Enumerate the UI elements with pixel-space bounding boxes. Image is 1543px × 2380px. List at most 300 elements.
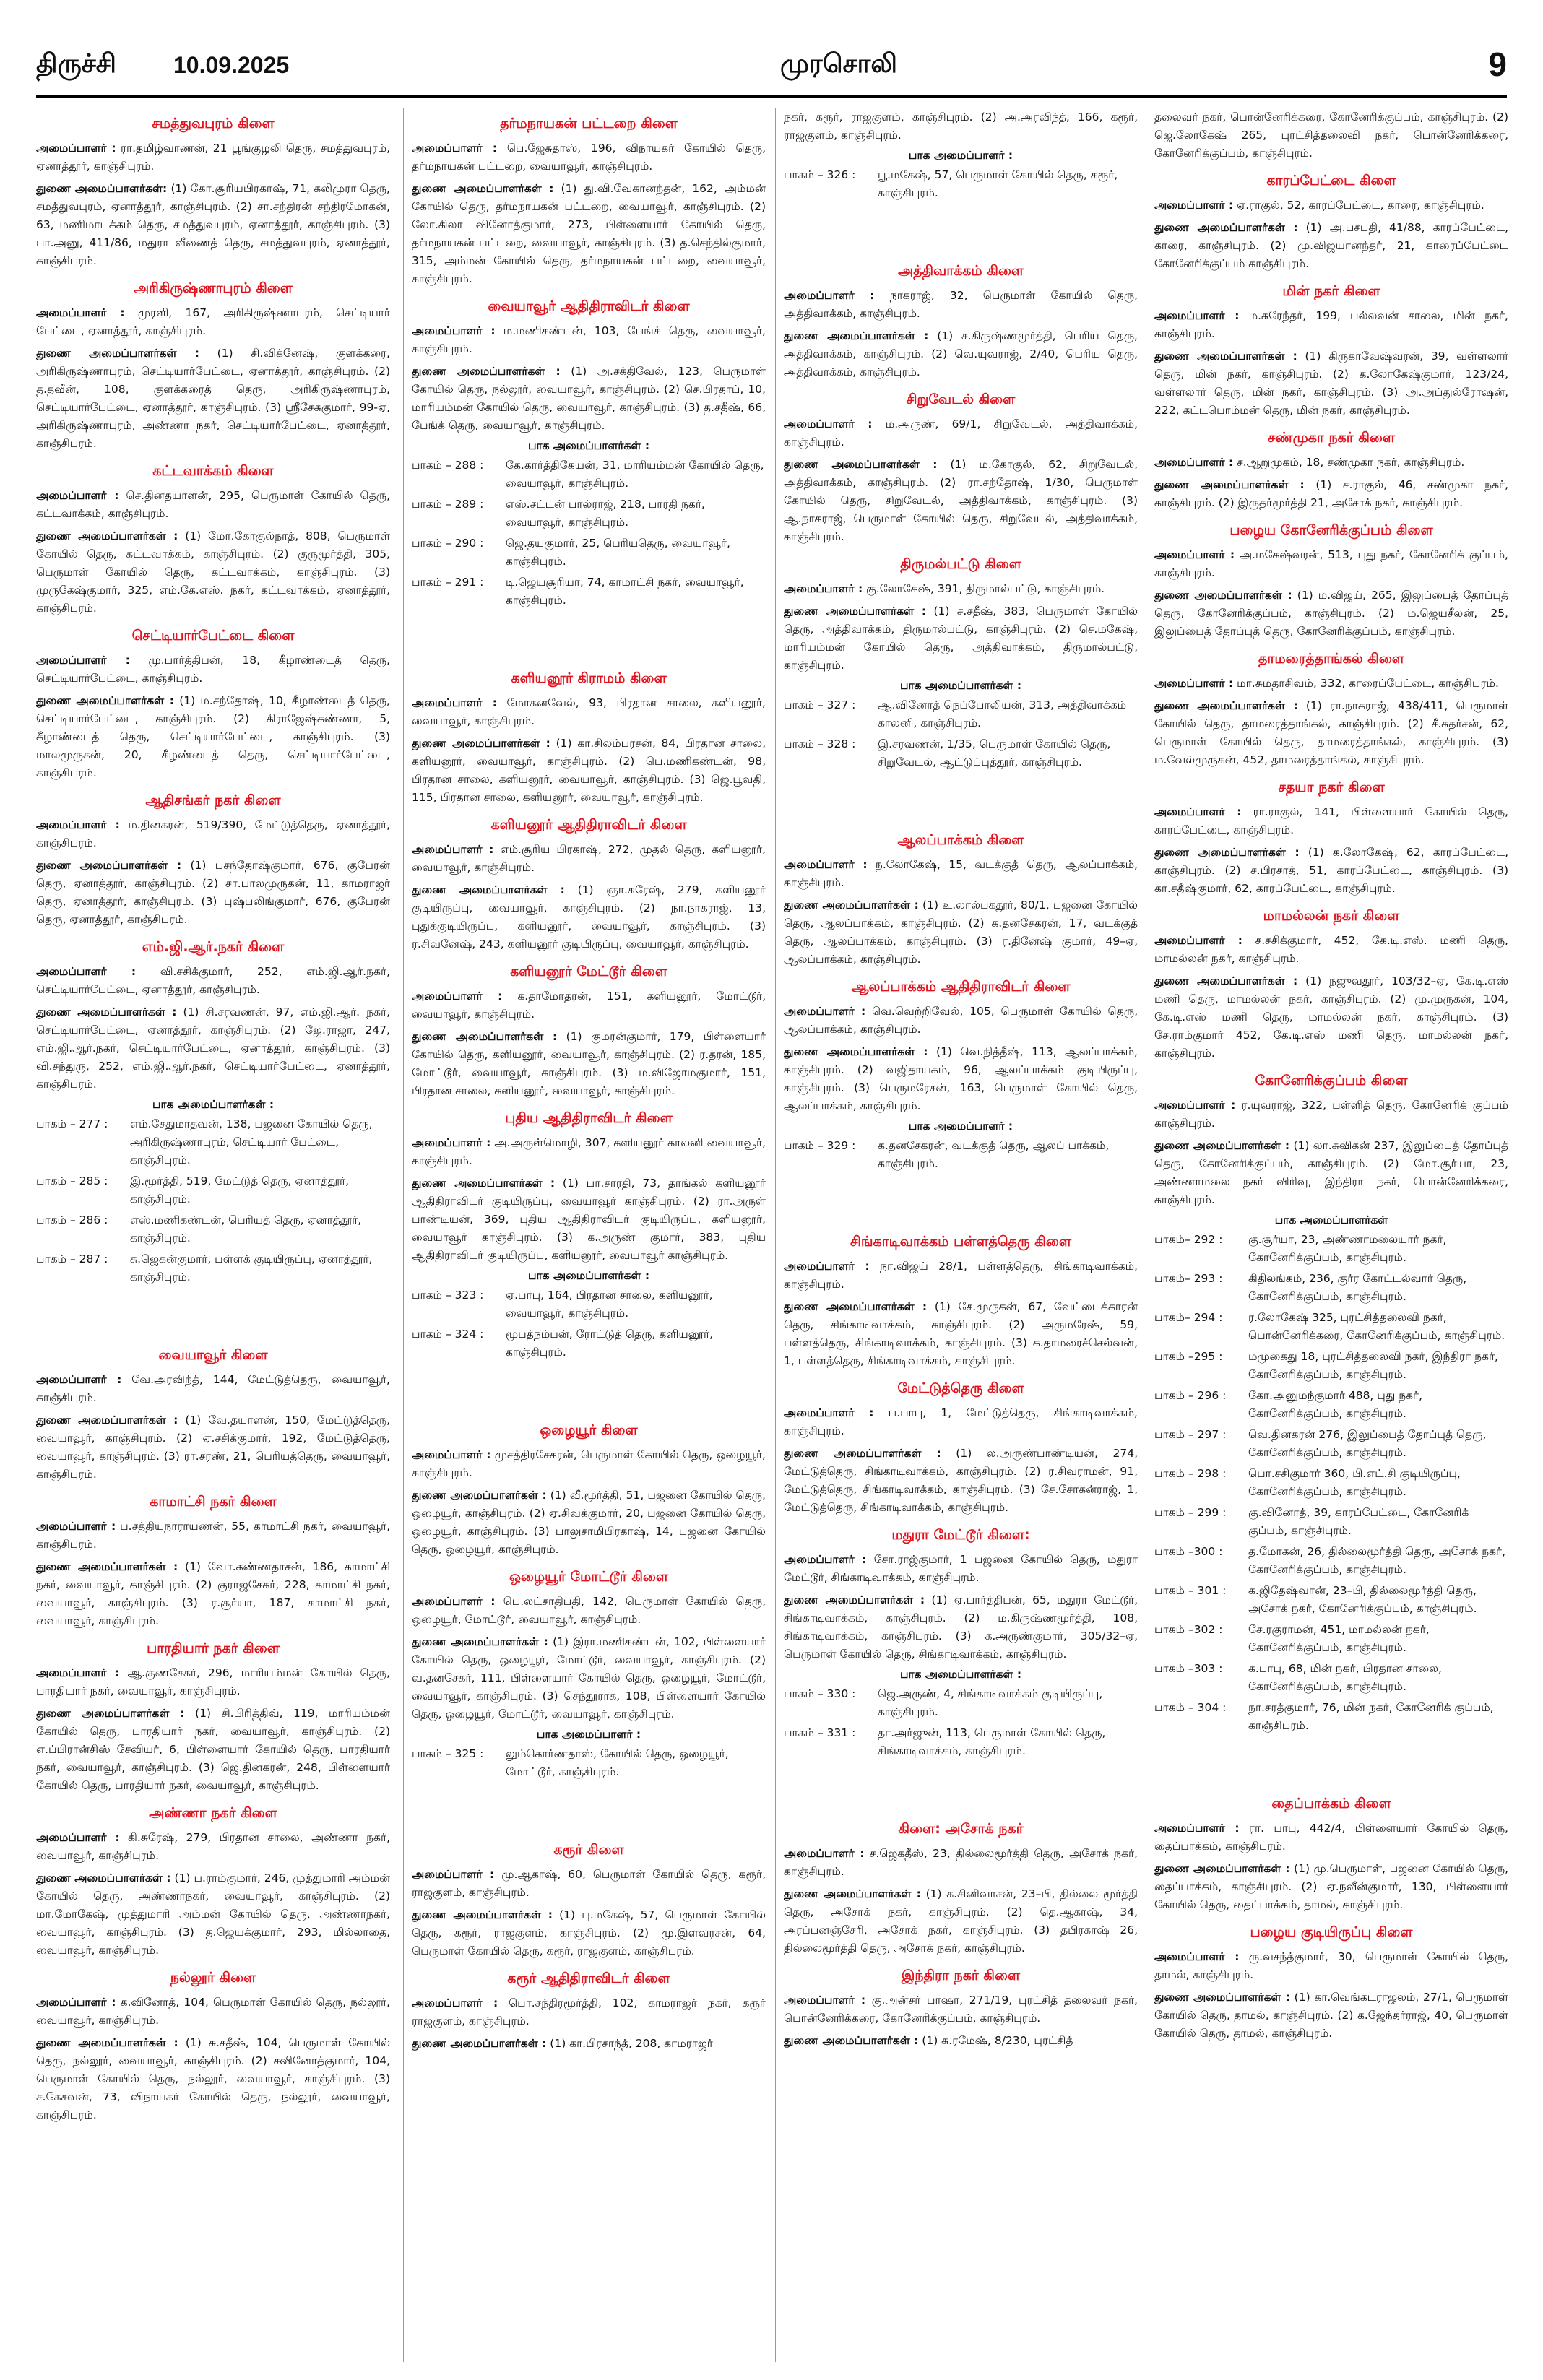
booth-number: பாகம் – 328 : [784, 737, 856, 750]
booth-number: பாகம் – 301 : [1154, 1584, 1227, 1597]
office-bearer-details: (1) ப.ராம்குமார், 246, முத்துமாரி அம்மன் கோயில் தெரு, அண்ணாநகர், வையாவூர், காஞ்சிபுரம். (2) மா.மோகேஷ், முத்துமாரி அம்மன் கோயில் தெரு, அண்ணாநகர், வையாவூர், காஞ்சிபுரம். (3) த.ஜெயக்குமார், 293, மில்லாதை, வையாவூர், காஞ்சிபுரம். [36, 1871, 390, 1957]
office-bearer-entry [412, 1446, 766, 1482]
office-bearer-details: ம.மணிகண்டன், 103, பேங்க் தெரு, வையாவூர், காஞ்சிபுரம். [412, 324, 766, 355]
branch-title: ஒழையூர் மோட்டூர் கிளை [509, 1569, 669, 1585]
booth-number: பாகம் – 325 : [412, 1747, 484, 1760]
booth-agent-entry [1154, 1426, 1508, 1462]
office-bearer-entry [1154, 1989, 1508, 2043]
role-label: துணை அமைப்பாளர்கள் : [784, 458, 938, 471]
branch-section [412, 1569, 766, 1781]
booth-agent-details: வெ.தினகரன் 276, இலுப்பைத் தோப்புத் தெரு, கோனேரிக்குப்பம், காஞ்சிபுரம். [1248, 1428, 1487, 1459]
role-label: துணை அமைப்பாளர்கள் : [412, 1030, 558, 1043]
booth-agent-details: சு.ஜெகன்குமார், பள்ளக் குடியிருப்பு, ஏனாத்தூர், காஞ்சிபுரம். [130, 1252, 373, 1284]
branch-section [1154, 283, 1508, 420]
booth-agent-entry [1154, 1582, 1508, 1618]
branch-title: காமாட்சி நகர் கிளை [150, 1494, 277, 1510]
office-bearer-details: (1) நஜுவதூர், 103/32–ஏ, கே.டி.எஸ் மணி தெரு, மாமல்லன் நகர், காஞ்சிபுரம். (2) மு.முருகன், 104, கே.டி.எஸ் மணி தெரு, மாமல்லன் நகர், காஞ்சிபுரம். (3) சே.ராம்குமார் 452, கே.டி.எஸ் மணி தெரு, மாமல்லன் நகர், காஞ்சிபுரம். [1154, 974, 1508, 1060]
office-bearer-details: ச.ஆறுமுகம், 18, சண்முகா நகர், காஞ்சிபுரம். [1237, 456, 1465, 469]
branch-title: பாரதியார் நகர் கிளை [147, 1640, 280, 1656]
role-label: அமைப்பாளர் : [412, 696, 497, 709]
branch-section [412, 1110, 766, 1362]
booth-number: பாகம் – 296 : [1154, 1389, 1227, 1402]
role-label: அமைப்பாளர் : [784, 1553, 867, 1566]
office-bearer-details: (1) சி.சரவணன், 97, எம்.ஜி.ஆர். நகர், செட்டியார்பேட்டை, ஏனாத்தூர், காஞ்சிபுரம். (2) ஜே.ராஜா, 247, எம்.ஜி.ஆர்.நகர், செட்டியார்பேட்டை, ஏனாத்தூர், காஞ்சிபுரம். (3) வி.சந்துரு, 252, எம்.ஜி.ஆர்.நகர், செட்டியார்பேட்டை, ஏனாத்தூர், காஞ்சிபுரம். [36, 1005, 390, 1091]
office-bearer-entry [36, 304, 390, 340]
role-label: அமைப்பாளர் : [412, 1996, 498, 2009]
masthead-rule [36, 95, 1507, 98]
office-bearer-details: மு.பார்த்திபன், 18, கீழாண்டைத் தெரு, செட்டியார்பேட்டை, காஞ்சிபுரம். [36, 654, 390, 685]
role-label: துணை அமைப்பாளர்கள் : [412, 737, 550, 750]
office-bearer-details: நா.விஜய் 28/1, பள்ளத்தெரு, சிங்காடிவாக்கம், காஞ்சிபுரம். [784, 1260, 1138, 1291]
role-label: துணை அமைப்பாளர்கள் : [36, 1005, 177, 1018]
branch-section [36, 1640, 390, 1795]
booth-agent-details: க.பாபு, 68, மின் நகர், பிரதான சாலை, கோனேரிக்குப்பம், காஞ்சிபுரம். [1248, 1662, 1442, 1693]
office-bearer-details: க.வினோத், 104, பெருமாள் கோயில் தெரு, நல்லூர், வையாவூர், காஞ்சிபுரம். [36, 1996, 390, 2027]
booth-agent-details: எம்.சேதுமாதவன், 138, பஜனை கோயில் தெரு, அரிகிருஷ்ணாபுரம், செட்டியார் பேட்டை, காஞ்சிபுரம். [130, 1117, 373, 1167]
booth-agent-details: பூ.மகேஷ், 57, பெருமாள் கோயில் தெரு, கரூர், காஞ்சிபுரம். [878, 168, 1118, 199]
role-label: அமைப்பாளர் : [412, 142, 498, 155]
branch-section [412, 298, 766, 610]
booth-agent-details: ஏ.பாபு, 164, பிரதான சாலை, களியனூர், வையாவூர், காஞ்சிபுரம். [506, 1289, 713, 1320]
booth-agent-entry [36, 1115, 390, 1169]
office-bearer-entry [1154, 476, 1508, 512]
role-label: துணை அமைப்பாளர்கள் : [1154, 1991, 1290, 2004]
role-label: துணை அமைப்பாளர்கள் : [412, 1635, 548, 1648]
role-label: அமைப்பாளர் : [784, 417, 873, 430]
office-bearer-details: வே.அரவிந்த், 144, மேட்டுத்தெரு, வையாவூர், காஞ்சிபுரம். [36, 1373, 390, 1404]
branch-title: மதுரா மேட்டூர் கிளை: [891, 1527, 1030, 1543]
booth-number: பாகம் –300 : [1154, 1545, 1223, 1558]
office-bearer-details: (1) கா.சிலம்பரசன், 84, பிரதான சாலை, களியனூர், வையாவூர், காஞ்சிபுரம். (2) பெ.மணிகண்டன், 98, பிரதான சாலை, களியனூர், வையாவூர், காஞ்சிபுரம். (3) ஜெ.பூவதி, 115, பிரதான சாலை, களியனூர், வையாவூர், காஞ்சிபுரம். [412, 737, 766, 804]
office-bearer-details: நாகராஜ், 32, பெருமாள் கோயில் தெரு, அத்திவாக்கம், காஞ்சிபுரம். [784, 289, 1138, 320]
role-label: துணை அமைப்பாளர்கள் : [784, 1887, 921, 1900]
office-bearer-entry [412, 139, 766, 176]
role-label: துணை அமைப்பாளர்கள் : [1154, 221, 1298, 234]
office-bearer-entry [36, 963, 390, 999]
office-bearer-entry [412, 881, 766, 953]
office-bearer-entry [36, 2034, 390, 2124]
office-bearer-details: (1) பா.சாரதி, 73, தாங்கல் களியனூர் ஆதிதிராவிடர் குடியிருப்பு, வையாவூர் காஞ்சிபுரம். (2) ரா.அருள் பாண்டியன், 369, புதிய ஆதிதிராவிடர் குடியிருப்பு, களியனூர், வையாவூர் காஞ்சிபுரம். (3) க.அருண் குமார், 383, புதிய ஆதிதிராவிடர் குடியிருப்பு, களியனூர், வையாவூர் காஞ்சிபுரம். [412, 1177, 766, 1262]
office-bearer-details: (1) ம.கோகுல், 62, சிறுவேடல், அத்திவாக்கம், காஞ்சிபுரம். (2) ரா.சந்தோஷ், 1/30, பெருமாள் கோயில் தெரு, சிறுவேடல், அத்திவாக்கம், காஞ்சிபுரம். (3) ஆ.நாகராஜ், பெருமாள் கோயில் தெரு, சிறுவேடல், அத்திவாக்கம், காஞ்சிபுரம். [784, 458, 1138, 543]
booth-number: பாகம் – 299 : [1154, 1506, 1227, 1519]
office-bearer-entry [784, 580, 1138, 598]
branch-title: களியனூர் கிராமம் கிளை [511, 670, 667, 686]
branch-section [412, 670, 766, 807]
office-bearer-details: (1) சி.விக்னேஷ், குளக்கரை, அரிகிருஷ்ணாபுரம், செட்டியார்பேட்டை, ஏனாத்தூர், காஞ்சிபுரம். (2) த.தவீன், 108, குளக்கரைத் தெரு, அரிகிருஷ்ணாபுரம், செட்டியார்பேட்டை, ஏனாத்தூர், காஞ்சிபுரம். (3) ஸ்ரீசேசுகுமார், 99-ஏ, அரிகிருஷ்ணாபுரம், அண்ணா நகர், செட்டியார்பேட்டை, ஏனாத்தூர், காஞ்சிபுரம். [36, 347, 390, 450]
booth-number: பாகம்– 293 : [1154, 1272, 1223, 1285]
column-4 [1154, 108, 1508, 2362]
office-bearer-details: வெ.வெற்றிவேல், 105, பெருமாள் கோயில் தெரு, ஆலப்பாக்கம், காஞ்சிபுரம். [784, 1005, 1138, 1036]
booth-number: பாகம் – 289 : [412, 498, 484, 511]
role-label: அமைப்பாளர் : [784, 1005, 866, 1018]
role-label: துணை அமைப்பாளர்கள் : [784, 1045, 928, 1058]
branch-section [784, 1380, 1138, 1517]
booth-number: பாகம் –303 : [1154, 1662, 1223, 1675]
office-bearer-entry [1154, 803, 1508, 839]
office-bearer-entry [784, 1845, 1138, 1881]
office-bearer-entry [784, 1591, 1138, 1663]
office-bearer-details: (1) ரா.நாகராஜ், 438/411, பெருமாள் கோயில் தெரு, தாமரைத்தாங்கல், காஞ்சிபுரம். (2) சீ.சுதர்சன், 62, பெருமாள் கோயில் தெரு, தாமரைத்தாங்கல், காஞ்சிபுரம். (3) ம.வேல்முருகன், 452, தாமரைத்தாங்கல், காஞ்சிபுரம். [1154, 699, 1508, 766]
booth-number: பாகம் – 288 : [412, 459, 484, 472]
branch-title: கோனேரிக்குப்பம் கிளை [1255, 1073, 1408, 1089]
branch-title: கட்டவாக்கம் கிளை [152, 463, 274, 479]
role-label: அமைப்பாளர் : [36, 654, 130, 667]
office-bearer-entry [1154, 1860, 1508, 1914]
office-bearer-details: ந.லோகேஷ், 15, வடக்குத் தெரு, ஆலப்பாக்கம், காஞ்சிபுரம். [784, 858, 1138, 889]
office-bearer-entry [36, 692, 390, 782]
office-bearer-entry [784, 1003, 1138, 1039]
office-bearer-details: முசத்திரசேகரன், பெருமாள் கோயில் தெரு, ஒழையூர், காஞ்சிபுரம். [412, 1448, 766, 1479]
office-bearer-details: எம்.சூரிய பிரகாஷ், 272, முதல் தெரு, களியனூர், வையாவூர், காஞ்சிபுரம். [412, 843, 766, 874]
office-bearer-entry [36, 1829, 390, 1865]
office-bearer-details: (1) சு.ரமேஷ், 8/230, புரட்சித் [922, 2034, 1073, 2047]
newspaper-name: முரசொலி [780, 49, 897, 79]
section-spacer [36, 1297, 390, 1340]
booth-number: பாகம் –302 : [1154, 1623, 1223, 1636]
office-bearer-entry [784, 108, 1138, 144]
role-label: துணை அமைப்பாளர்கள் : [1154, 1139, 1290, 1152]
office-bearer-details: (1) க.லோகேஷ், 62, காரப்பேட்டை, காஞ்சிபுரம். (2) ச.பிரசாத், 51, காரப்பேட்டை, காஞ்சிபுரம். (3) கா.சதீஷ்குமார், 62, காரப்பேட்டை, காஞ்சிபுரம். [1154, 846, 1508, 895]
branch-title: சிங்காடிவாக்கம் பள்ளத்தெரு கிளை [850, 1234, 1071, 1250]
booth-agent-entry [784, 1724, 1138, 1760]
branch-title: சண்முகா நகர் கிளை [1267, 430, 1396, 446]
office-bearer-entry [1154, 1819, 1508, 1856]
branch-title: பழைய கோனேரிக்குப்பம் கிளை [1229, 522, 1433, 538]
office-bearer-details: (1) சு.சதீஷ், 104, பெருமாள் கோயில் தெரு, நல்லூர், வையாவூர், காஞ்சிபுரம். (2) சவினோத்குமார், 104, பெருமாள் கோயில் தெரு, நல்லூர், வையாவூர், காஞ்சிபுரம். (3) ச.கேசவன், 73, விநாயகர் கோயில் தெரு, நல்லூர், வையாவூர், காஞ்சிபுரம். [36, 2036, 390, 2121]
office-bearer-entry [784, 1043, 1138, 1115]
booth-agent-details: கு.சூர்யா, 23, அண்ணாமலையார் நகர், கோனேரிக்குப்பம், காஞ்சிபுரம். [1248, 1233, 1447, 1264]
role-label: அமைப்பாளர் : [36, 1996, 116, 2009]
office-bearer-entry [36, 139, 390, 176]
branch-title: வையாவூர் ஆதிதிராவிடர் கிளை [488, 298, 690, 314]
office-bearer-entry [36, 1518, 390, 1554]
office-bearer-entry [36, 1371, 390, 1407]
office-bearer-details: (1) அ.சக்திவேல், 123, பெருமாள் கோயில் தெரு, நல்லூர், வையாவூர், காஞ்சிபுரம். (2) செ.பிரதாப், 10, மாரியம்மன் கோயில் தெரு, வையாவூர், காஞ்சிபுரம். (3) த.சதீஷ், 66, பேங்க் தெரு, வையாவூர், காஞ்சிபுரம். [412, 365, 766, 432]
booth-number: பாகம் – 287 : [36, 1252, 108, 1265]
booth-agent-entry [1154, 1465, 1508, 1501]
office-bearer-entry [36, 1869, 390, 1960]
branch-section [412, 1970, 766, 2053]
office-bearer-entry [412, 180, 766, 288]
booth-agent-entry [1154, 1699, 1508, 1735]
branch-section [784, 108, 1138, 202]
branch-section [1154, 522, 1508, 641]
office-bearer-details: (1) மு.பெருமாள், பஜனை கோயில் தெரு, தைப்பாக்கம், காஞ்சிபுரம். (2) ஏ.நவீன்குமார், 130, பிள்ளையார் கோயில் தெரு, தைப்பாக்கம், தாமல், காஞ்சிபுரம். [1154, 1862, 1508, 1911]
office-bearer-details: (1) ச.கிருஷ்ணமூர்த்தி, பெரிய தெரு, அத்திவாக்கம், காஞ்சிபுரம். (2) வெ.யுவராஜ், 2/40, பெரிய தெரு, அத்திவாக்கம், காஞ்சிபுரம். [784, 329, 1138, 378]
office-bearer-entry [36, 527, 390, 618]
role-label: அமைப்பாளர் : [1154, 199, 1234, 212]
office-bearer-entry [784, 1445, 1138, 1517]
office-bearer-entry [412, 1487, 766, 1559]
office-bearer-entry [784, 1404, 1138, 1440]
role-label: அமைப்பாளர் : [1154, 1822, 1240, 1835]
role-label: அமைப்பாளர் : [1154, 1099, 1236, 1112]
role-label: துணை அமைப்பாளர்கள் : [1154, 974, 1298, 987]
role-label: துணை அமைப்பாளர்கள் : [412, 1908, 553, 1921]
office-bearer-details: (1) பு.மகேஷ், 57, பெருமாள் கோயில் தெரு, கரூர், ராஜகுளம், காஞ்சிபுரம். (2) மு.இளவரசன், 64, பெருமாள் கோயில் தெரு, கரூர், ராஜகுளம், காஞ்சிபுரம். [412, 1908, 766, 1957]
role-label: துணை அமைப்பாளர்கள் : [36, 859, 182, 872]
office-bearer-entry [1154, 108, 1508, 163]
booth-agent-entry [412, 574, 766, 610]
office-bearer-details: செ.தினதயாளன், 295, பெருமாள் கோயில் தெரு, கட்டவாக்கம், காஞ்சிபுரம். [36, 489, 390, 520]
office-bearer-entry [412, 322, 766, 358]
branch-section [36, 463, 390, 618]
role-label: துணை அமைப்பாளர்கள் : [412, 2037, 547, 2050]
role-label: அமைப்பாளர் : [784, 582, 863, 595]
office-bearer-details: சோ.ராஜ்குமார், 1 பஜனை கோயில் தெரு, மதுரா மேட்டூர், சிங்காடிவாக்கம், காஞ்சிபுரம். [784, 1553, 1138, 1584]
office-bearer-details: (1) வோ.கண்ணதாசன், 186, காமாட்சி நகர், வையாவூர், காஞ்சிபுரம். (2) குராஜசேகர், 228, காமாட்சி நகர், வையாவூர், காஞ்சிபுரம். (3) ர.சூர்யா, 187, காமாட்சி நகர், வையாவூர், காஞ்சிபுரம். [36, 1560, 390, 1627]
office-bearer-details: (1) ச.சதீஷ், 383, பெருமாள் கோயில் தெரு, அத்திவாக்கம், திருமால்பட்டு, காஞ்சிபுரம். (2) செ.மகேஷ், மாரியம்மன் கோயில் தெரு, அத்திவாக்கம், திருமால்பட்டு, காஞ்சிபுரம். [784, 605, 1138, 672]
branch-section [412, 1842, 766, 1960]
office-bearer-details: ரு.வசந்த்குமார், 30, பெருமாள் கோயில் தெரு, தாமல், காஞ்சிபுரம். [1154, 1950, 1508, 1981]
branch-title: ஆலப்பாக்கம் ஆதிதிராவிடர் கிளை [851, 979, 1071, 995]
office-bearer-entry [36, 1558, 390, 1630]
booth-agent-details: மமுகைது 18, புரட்சித்தலைவி நகர், இந்திரா நகர், கோனேரிக்குப்பம், காஞ்சிபுரம். [1248, 1350, 1498, 1381]
office-bearer-entry [784, 287, 1138, 323]
role-label: துணை அமைப்பாளர்கள் : [36, 1871, 171, 1884]
office-bearer-entry [36, 345, 390, 453]
role-label: அமைப்பாளர் : [36, 142, 116, 155]
column-1 [36, 108, 390, 2362]
role-label: துணை அமைப்பாளர்கள் : [36, 1560, 178, 1573]
booth-number: பாகம் – 298 : [1154, 1467, 1227, 1480]
role-label: துணை அமைப்பாளர்கள் : [36, 1414, 178, 1427]
office-bearer-entry [412, 1866, 766, 1902]
booth-agent-details: த.மோகன், 26, தில்லைமூர்த்தி தெரு, அசோக் நகர், கோனேரிக்குப்பம், காஞ்சிபுரம். [1248, 1545, 1506, 1576]
office-bearer-details: (1) கா.வெங்கடராஜலம், 27/1, பெருமாள் கோயில் தெரு, தாமல், காஞ்சிபுரம். (2) க.ஜேந்தர்ராஜ், 40, பெருமாள் கோயில் தெரு, தாமல், காஞ்சிபுரம். [1154, 1991, 1508, 2040]
office-bearer-details: (1) குமரன்குமார், 179, பிள்ளையார் கோயில் தெரு, களியனூர், வையாவூர், காஞ்சிபுரம். (2) ர.தரன், 185, மோட்டூர், வையாவூர், காஞ்சிபுரம். (3) ம.விஜோமகுமார், 151, பிரதான சாலை, களியனூர், வையாவூர், காஞ்சிபுரம். [412, 1030, 766, 1097]
office-bearer-entry [1154, 972, 1508, 1063]
booth-number: பாகம் –295 : [1154, 1350, 1223, 1363]
branch-section [1154, 908, 1508, 1063]
office-bearer-details: (1) லா.சுவிகன் 237, இலுப்பைத் தோப்புத் தெரு, கோனேரிக்குப்பம், காஞ்சிபுரம். (2) மோ.சூர்யா, 23, அண்ணாமலை நகர் விரிவு, இந்திரா நகர், பொன்னேரிக்கரை, காஞ்சிபுரம். [1154, 1139, 1508, 1206]
branch-section [412, 817, 766, 953]
booth-agent-details: நா.சரத்குமார், 76, மின் நகர், கோனேரிக் குப்பம், காஞ்சிபுரம். [1248, 1701, 1494, 1732]
branch-section [784, 1527, 1138, 1760]
branch-title: அத்திவாக்கம் கிளை [897, 263, 1024, 279]
role-label: துணை அமைப்பாளர்கள் : [784, 329, 929, 342]
office-bearer-entry [1154, 219, 1508, 273]
role-label: அமைப்பாளர் : [1154, 309, 1240, 322]
office-bearer-details: பெ.லட்சாதிபதி, 142, பெருமாள் கோயில் தெரு, ஒழையூர், மோட்டூர், வையாவூர், காஞ்சிபுரம். [412, 1595, 766, 1626]
role-label: அமைப்பாளர் : [1154, 934, 1242, 947]
office-bearer-details: ம.அருண், 69/1, சிறுவேடல், அத்திவாக்கம், காஞ்சிபுரம். [784, 417, 1138, 449]
role-label: துணை அமைப்பாளர்கள் : [1154, 846, 1300, 859]
branch-title: தைப்பாக்கம் கிளை [1271, 1796, 1391, 1812]
branch-section [36, 1494, 390, 1630]
branch-title: கரூர் ஆதிதிராவிடர் கிளை [507, 1970, 670, 1986]
booth-agent-entry [36, 1250, 390, 1286]
booth-agent-entry [1154, 1348, 1508, 1384]
office-bearer-entry [412, 1994, 766, 2030]
office-bearer-entry [784, 1298, 1138, 1370]
office-bearer-entry [1154, 196, 1508, 215]
office-bearer-details: (1) உ.லால்பகதூர், 80/1, பஜனை கோயில் தெரு, ஆலப்பாக்கம், காஞ்சிபுரம். (2) க.தனசேகரன், 17, வடக்குத் தெரு, ஆலப்பாக்கம், காஞ்சிபுரம். (3) ர.தினேஷ் குமார், 49–ஏ, ஆலப்பாக்கம், காஞ்சிபுரம். [784, 899, 1138, 966]
booth-agent-details: இ.சரவணன், 1/35, பெருமாள் கோயில் தெரு, சிறுவேடல், ஆட்டுப்புத்தூர், காஞ்சிபுரம். [878, 737, 1111, 769]
office-bearer-details: ம.தினகரன், 519/390, மேட்டுத்தெரு, ஏனாத்தூர், காஞ்சிபுரம். [36, 818, 390, 849]
booth-number: பாகம் – 291 : [412, 576, 484, 589]
branch-section [784, 556, 1138, 771]
role-label: துணை அமைப்பாளர்கள் : [36, 347, 199, 360]
masthead [36, 46, 1507, 92]
office-bearer-details: க.தாமோதரன், 151, களியனூர், மோட்டூர், வையாவூர், காஞ்சிபுரம். [412, 990, 766, 1021]
office-bearer-details: (1) ம.சந்தோஷ், 10, கீழாண்டைத் தெரு, செட்டியார்பேட்டை, காஞ்சிபுரம். (2) கிராஜேஷ்கண்ணா, 5, கீழாண்டைத் தெரு, செட்டியார்பேட்டை, காஞ்சிபுரம். (3) மாலமுருகன், 20, கீழண்டைத் தெரு, செட்டியார்பேட்டை, காஞ்சிபுரம். [36, 694, 390, 779]
booth-agent-details: எஸ்.மணிகண்டன், பெரியத் தெரு, ஏனாத்தூர், காஞ்சிபுரம். [130, 1213, 362, 1245]
branch-section [784, 1968, 1138, 2050]
office-bearer-entry [1154, 1948, 1508, 1984]
branch-section [1154, 430, 1508, 512]
branch-section [36, 116, 390, 270]
booth-agent-entry [1154, 1270, 1508, 1306]
booth-agent-entry [412, 1286, 766, 1323]
office-bearer-entry [784, 2032, 1138, 2050]
office-bearer-entry [36, 816, 390, 852]
section-spacer [412, 1791, 766, 1835]
branch-section [784, 1234, 1138, 1370]
office-bearer-details: (1) வெ.நித்தீஷ், 113, ஆலப்பாக்கம், காஞ்சிபுரம். (2) வஜிதாயகம், 96, ஆலப்பாக்கம் குடியிருப்பு, காஞ்சிபுரம். (3) பெருமரேசன், 163, பெருமாள் கோயில் தெரு, ஆலப்பாக்கம், காஞ்சிபுரம். [784, 1045, 1138, 1112]
booth-agent-details: கு.வினோத், 39, காரப்பேட்டை, கோனேரிக் குப்பம், காஞ்சிபுரம். [1248, 1506, 1469, 1537]
office-bearer-details: (1) சே.முருகன், 67, வேட்டைக்காரன் தெரு, சிங்காடிவாக்கம், காஞ்சிபுரம். (2) அருமரேஷ், 59, பள்ளத்தெரு, சிங்காடிவாக்கம், காஞ்சிபுரம். (3) க.தாமரைச்செல்வன், 1, பள்ளத்தெரு, சிங்காடிவாக்கம், காஞ்சிபுரம். [784, 1300, 1138, 1367]
office-bearer-entry [784, 456, 1138, 546]
office-bearer-details: (1) க.சினிவாசன், 23–பி, தில்லை மூர்த்தி தெரு, அசோக் நகர், காஞ்சிபுரம். (2) தெ.ஆகாஷ், 34, அரப்பனஞ்சேரி, அசோக் நகர், காஞ்சிபுரம். (3) தபிரகாஷ் 26, தில்லைமூர்த்தி தெரு, அசோக் நகர், காஞ்சிபுரம். [784, 1887, 1138, 1955]
branch-title: ஒழையூர் கிளை [540, 1422, 638, 1438]
office-bearer-details: ப.சத்தியநாராயணன், 55, காமாட்சி நகர், வையாவூர், காஞ்சிபுரம். [36, 1520, 390, 1551]
booth-number: பாகம் – 286 : [36, 1213, 108, 1226]
role-label: அமைப்பாளர் : [36, 1666, 120, 1679]
office-bearer-entry [36, 487, 390, 523]
office-bearer-entry [784, 327, 1138, 381]
role-label: அமைப்பாளர் : [36, 1520, 116, 1533]
office-bearer-entry [412, 1028, 766, 1100]
role-label: அமைப்பாளர் : [1154, 805, 1242, 818]
office-bearer-entry [1154, 454, 1508, 472]
branch-title: தாமரைத்தாங்கல் கிளை [1258, 651, 1404, 667]
branch-section [36, 1347, 390, 1484]
branch-title: சிறுவேடல் கிளை [906, 391, 1016, 407]
booth-number: பாகம் – 290 : [412, 537, 484, 550]
branch-section [1154, 1796, 1508, 1914]
branch-title: சமத்துவபுரம் கிளை [152, 116, 275, 131]
office-bearer-details: மா.சுமதாசிவம், 332, காரைப்பேட்டை, காஞ்சிபுரம். [1237, 677, 1499, 690]
booth-number: பாகம்– 294 : [1154, 1311, 1223, 1324]
branch-title: திருமல்பட்டு கிளை [900, 556, 1021, 572]
branch-title: மாமல்லன் நகர் கிளை [1263, 908, 1400, 924]
booth-number: பாகம் – 329 : [784, 1139, 856, 1152]
booth-number: பாகம் – 323 : [412, 1289, 484, 1302]
office-bearer-details: (1) அ.பசபதி, 41/88, காரப்பேட்டை, காரை, காஞ்சிபுரம். (2) மு.விஜயானந்தர், 21, காரைப்பேட்டை கோனேரிக்குப்பம் காஞ்சிபுரம். [1154, 221, 1508, 270]
booth-agents-heading: பாக அமைப்பாளர் : [908, 149, 1013, 162]
office-bearer-entry [1154, 932, 1508, 968]
role-label: துணை அமைப்பாளர்கள் : [784, 605, 927, 618]
office-bearer-entry [412, 1593, 766, 1629]
role-label: அமைப்பாளர் : [784, 1406, 874, 1419]
branch-title: இந்திரா நகர் கிளை [901, 1968, 1021, 1983]
role-label: அமைப்பாளர் : [784, 289, 875, 302]
booth-agent-details: லும்கொர்ணதாஸ், கோயில் தெரு, ஒழையூர், மோட்டூர், காஞ்சிபுரம். [506, 1747, 729, 1778]
role-label: துணை அமைப்பாளர்கள் : [36, 1707, 185, 1720]
branch-title: ஆலப்பாக்கம் கிளை [897, 832, 1024, 848]
booth-agents-heading: பாக அமைப்பாளர்கள் : [152, 1098, 275, 1111]
booth-agent-details: டி.ஜெயசூரியா, 74, காமாட்சி நகர், வையாவூர், காஞ்சிபுரம். [506, 576, 744, 607]
role-label: துணை அமைப்பாளர்கள் : [1154, 589, 1292, 602]
branch-section [784, 1821, 1138, 1957]
role-label: துணை அமைப்பாளர்கள் : [784, 1300, 928, 1313]
role-label: அமைப்பாளர் : [1154, 677, 1234, 690]
office-bearer-entry [412, 694, 766, 730]
role-label: துணை அமைப்பாளர்கள் : [412, 1177, 556, 1190]
booth-agent-details: எஸ்.சட்டன் பால்ராஜ், 218, பாரதி நகர், வையாவூர், காஞ்சிபுரம். [506, 498, 705, 529]
branch-section [784, 832, 1138, 969]
edition-city: திருச்சி [36, 49, 116, 79]
office-bearer-entry [784, 602, 1138, 675]
office-bearer-entry [36, 1705, 390, 1795]
branch-section [1154, 1073, 1508, 1735]
branch-section [36, 792, 390, 929]
office-bearer-details: தலைவர் நகர், பொன்னேரிக்கரை, கோனேரிக்குப்பம், காஞ்சிபுரம். (2) ஜெ.லோகேஷ் 265, புரட்சித்தலைவி நகர், பொன்னேரிக்கரை, கோனேரிக்குப்பம், காஞ்சிபுரம். [1154, 111, 1508, 160]
office-bearer-details: (1) கா.பிரசாந்த், 208, காமராஜர் [550, 2037, 713, 2050]
branch-section [36, 1805, 390, 1960]
booth-agents-heading: பாக அமைப்பாளர் : [536, 1728, 641, 1741]
booth-number: பாகம் – 297 : [1154, 1428, 1227, 1441]
office-bearer-details: (1) ம.விஜய், 265, இலுப்பைத் தோப்புத் தெரு, கோனேரிக்குப்பம், காஞ்சிபுரம். (2) ம.ஜெயசீலன், 25, இலுப்பைத் தோப்புத் தெரு, கோனேரிக்குப்பம், காஞ்சிபுரம். [1154, 589, 1508, 638]
office-bearer-details: (1) பசந்தோஷ்குமார், 676, குபேரன் தெரு, ஏனாத்தூர், காஞ்சிபுரம். (2) சா.பாலமுருகன், 11, காமராஜர் தெரு, ஏனாத்தூர், காஞ்சிபுரம். (3) புஷ்பலிங்குமார், 676, குபேரன் தெரு, ஏனாத்தூர், காஞ்சிபுரம். [36, 859, 390, 926]
booth-agent-details: ஜெ.அருண், 4, சிங்காடிவாக்கம் குடியிருப்பு, காஞ்சிபுரம். [878, 1687, 1103, 1718]
booth-agent-entry [36, 1172, 390, 1208]
branch-title: வையாவூர் கிளை [158, 1347, 268, 1363]
role-label: அமைப்பாளர் : [1154, 1950, 1240, 1963]
role-label: அமைப்பாளர் : [784, 858, 868, 871]
booth-agent-entry [412, 1745, 766, 1781]
office-bearer-entry [784, 1991, 1138, 2028]
column-2 [412, 108, 766, 2362]
branch-section [1154, 1924, 1508, 2043]
office-bearer-details: பெ.ஜேசுதாஸ், 196, விநாயகர் கோயில் தெரு, தர்மநாயகன் பட்டறை, வையாவூர், காஞ்சிபுரம். [412, 142, 766, 173]
branch-section [36, 280, 390, 453]
branch-section [412, 1422, 766, 1559]
booth-agent-entry [1154, 1660, 1508, 1696]
role-label: அமைப்பாளர் : [412, 324, 496, 337]
office-bearer-details: (1) கோ.சூரியபிரகாஷ், 71, கலிமுரா தெரு, சமத்துவபுரம், ஏனாத்தூர், காஞ்சிபுரம். (2) சா.சந்திரன் சந்திரமோகன், 63, மணிமாடக்கம் தெரு, சமத்துவபுரம், ஏனாத்தூர், காஞ்சிபுரம். (3) பா.அனு, 411/86, மதுரா வீணைத் தெரு, சமத்துவபுரம், ஏனாத்தூர், காஞ்சிபுரம். [36, 182, 390, 267]
branch-title: களியனூர் மேட்டூர் கிளை [510, 964, 667, 979]
office-bearer-details: கி.சுரேஷ், 279, பிரதான சாலை, அண்ணா நகர், வையாவூர், காஞ்சிபுரம். [36, 1831, 390, 1862]
branch-title: பழைய குடியிருப்பு கிளை [1250, 1924, 1413, 1940]
office-bearer-entry [412, 1906, 766, 1960]
role-label: அமைப்பாளர் : [784, 1260, 870, 1273]
booth-agent-details: மூபத்நம்பன், ரோட்டுத் தெரு, களியனூர், காஞ்சிபுரம். [506, 1328, 714, 1359]
role-label: அமைப்பாளர் : [412, 990, 503, 1003]
role-label: துணை அமைப்பாளர்கள் : [784, 2034, 919, 2047]
booth-agent-entry [36, 1211, 390, 1247]
booth-agent-entry [1154, 1543, 1508, 1579]
role-label: துணை அமைப்பாளர்கள் : [36, 694, 174, 707]
office-bearer-entry [36, 1664, 390, 1700]
role-label: துணை அமைப்பாளர்கள் : [1154, 1862, 1290, 1875]
section-spacer [784, 782, 1138, 825]
office-bearer-details: அ.அருள்மொழி, 307, களியனூர் காலனி வையாவூர், காஞ்சிபுரம். [412, 1136, 766, 1167]
office-bearer-details: மு.ஆகாஷ், 60, பெருமாள் கோயில் தெரு, கரூர், ராஜகுளம், காஞ்சிபுரம். [412, 1868, 766, 1899]
office-bearer-entry [784, 415, 1138, 451]
office-bearer-details: (1) ஞா.சுரேஷ், 279, களியனூர் குடியிருப்பு, வையாவூர், காஞ்சிபுரம். (2) நா.நாகராஜ், 13, புதுக்குடியிருப்பு, களியனூர், வையாவூர், காஞ்சிபுரம். (3) ர.சிவனேஷ், 243, களியனூர் குடியிருப்பு, வையாவூர், காஞ்சிபுரம். [412, 883, 766, 951]
office-bearer-details: (1) கிருகாவேஷ்வரன், 39, வள்ளலார் தெரு, மின் நகர், காஞ்சிபுரம். (2) க.லோகேஷ்குமார், 123/24, வள்ளலார் தெரு, மின் நகர், காஞ்சிபுரம். (3) அ.அப்துல்ரோஷன், 222, கட்டபொம்மன் தெரு, மின் நகர், காஞ்சிபுரம். [1154, 350, 1508, 417]
office-bearer-entry [1154, 697, 1508, 769]
section-spacer [784, 1183, 1138, 1226]
section-spacer [784, 1770, 1138, 1814]
booth-number: பாகம் – 304 : [1154, 1701, 1227, 1714]
office-bearer-details: (1) வீ.மூர்த்தி, 51, பஜனை கோயில் தெரு, ஒழையூர், காஞ்சிபுரம். (2) ஏ.சிவக்குமார், 20, பஜனை கோயில் தெரு, ஒழையூர், காஞ்சிபுரம். (3) பாலுசாமிபிரகாஷ், 14, பஜனை கோயில் தெரு, ஒழையூர், காஞ்சிபுரம். [412, 1489, 766, 1556]
booth-agents-heading: பாக அமைப்பாளர்கள் : [527, 439, 650, 452]
booth-agent-details: ர.லோகேஷ் 325, புரட்சித்தலைவி நகர், பொன்னேரிக்கரை, கோனேரிக்குப்பம், காஞ்சிபுரம். [1248, 1311, 1505, 1342]
role-label: அமைப்பாளர் : [784, 1994, 866, 2007]
